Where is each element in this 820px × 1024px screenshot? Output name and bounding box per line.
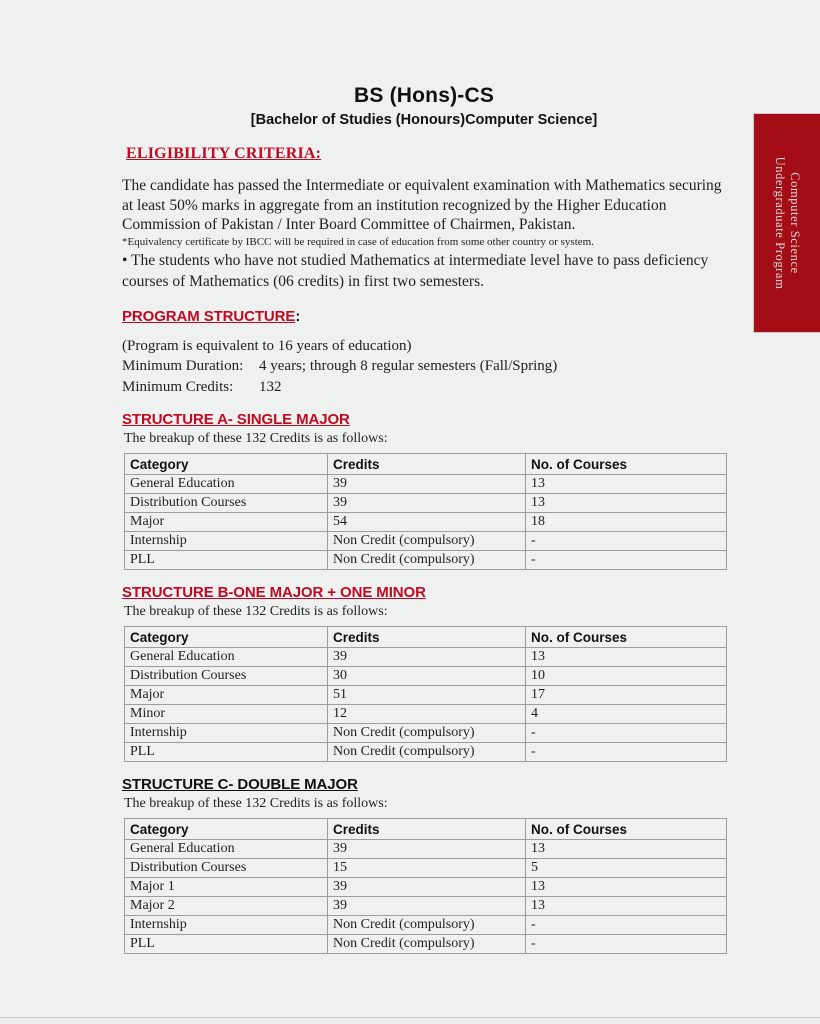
column-header-3: No. of Courses bbox=[526, 627, 727, 648]
structure-b-heading-row bbox=[122, 584, 730, 602]
cell-no-of-courses: - bbox=[526, 743, 727, 762]
structure-section-b bbox=[118, 584, 730, 762]
cell-credits: 54 bbox=[328, 513, 526, 532]
cell-category: Major 1 bbox=[125, 878, 328, 897]
eligibility-footnote: *Equivalency certificate by IBCC will be required in case of education from some other country or system. bbox=[122, 235, 594, 248]
structure-a-table bbox=[124, 453, 727, 570]
min-credits-row bbox=[122, 377, 730, 398]
cell-no-of-courses: 17 bbox=[526, 686, 727, 705]
eligibility-body bbox=[118, 176, 730, 292]
table-row bbox=[125, 859, 727, 878]
cell-credits: 51 bbox=[328, 686, 526, 705]
cell-category: PLL bbox=[125, 935, 328, 954]
cell-credits: Non Credit (compulsory) bbox=[328, 532, 526, 551]
document-content bbox=[118, 84, 730, 954]
column-header-2: Credits bbox=[328, 627, 526, 648]
eligibility-heading-row bbox=[122, 128, 730, 163]
side-banner-computer-science bbox=[753, 113, 820, 333]
column-header-1: Category bbox=[125, 454, 328, 475]
cell-category: General Education bbox=[125, 475, 328, 494]
min-duration-row bbox=[122, 356, 730, 377]
min-credits-label: Minimum Credits: bbox=[122, 378, 234, 395]
table-header-row bbox=[125, 627, 727, 648]
eligibility-paragraph: The candidate has passed the Intermediate or equivalent examination with Mathematics securing at least 50% marks in aggregate from an institution recognized by the Higher Education Commission of Pakistan / Inter Board Committee of Chairmen, Pakistan. bbox=[122, 177, 722, 233]
structure-c-table bbox=[124, 818, 727, 954]
side-banner-line-2: Undergraduate Program bbox=[773, 156, 787, 290]
cell-credits: 39 bbox=[328, 648, 526, 667]
table-row bbox=[125, 513, 727, 532]
structure-sections bbox=[118, 411, 730, 954]
equivalence-note: (Program is equivalent to 16 years of education) bbox=[122, 337, 412, 354]
cell-category: Major 2 bbox=[125, 897, 328, 916]
table-row bbox=[125, 705, 727, 724]
column-header-1: Category bbox=[125, 627, 328, 648]
structure-section-c bbox=[118, 776, 730, 954]
min-duration-value: 4 years; through 8 regular semesters (Fall/Spring) bbox=[259, 358, 558, 374]
table-row bbox=[125, 667, 727, 686]
program-structure-heading-colon: : bbox=[295, 307, 301, 325]
structure-c-heading: STRUCTURE C- DOUBLE MAJOR bbox=[122, 776, 358, 793]
cell-credits: 39 bbox=[328, 897, 526, 916]
structure-b-caption: The breakup of these 132 Credits is as follows: bbox=[124, 604, 388, 619]
cell-no-of-courses: 13 bbox=[526, 878, 727, 897]
cell-no-of-courses: 18 bbox=[526, 513, 727, 532]
table-header-row bbox=[125, 454, 727, 475]
table-row bbox=[125, 916, 727, 935]
column-header-2: Credits bbox=[328, 454, 526, 475]
table-row bbox=[125, 648, 727, 667]
min-credits-value: 132 bbox=[259, 378, 282, 395]
cell-credits: 39 bbox=[328, 878, 526, 897]
cell-credits: 39 bbox=[328, 494, 526, 513]
cell-no-of-courses: 4 bbox=[526, 705, 727, 724]
cell-credits: Non Credit (compulsory) bbox=[328, 724, 526, 743]
structure-c-caption: The breakup of these 132 Credits is as follows: bbox=[124, 796, 388, 811]
structure-b-table bbox=[124, 626, 727, 762]
structure-section-a bbox=[118, 411, 730, 570]
cell-no-of-courses: 13 bbox=[526, 475, 727, 494]
cell-credits: 12 bbox=[328, 705, 526, 724]
column-header-1: Category bbox=[125, 819, 328, 840]
table-row bbox=[125, 686, 727, 705]
cell-credits: Non Credit (compulsory) bbox=[328, 916, 526, 935]
cell-category: Internship bbox=[125, 724, 328, 743]
cell-credits: 39 bbox=[328, 840, 526, 859]
cell-no-of-courses: 13 bbox=[526, 840, 727, 859]
cell-credits: 39 bbox=[328, 475, 526, 494]
cell-category: Minor bbox=[125, 705, 328, 724]
column-header-3: No. of Courses bbox=[526, 819, 727, 840]
min-duration-label: Minimum Duration: bbox=[122, 358, 244, 374]
cell-category: Internship bbox=[125, 916, 328, 935]
program-structure-heading: PROGRAM STRUCTURE bbox=[122, 307, 296, 325]
table-row bbox=[125, 494, 727, 513]
cell-credits: 30 bbox=[328, 667, 526, 686]
table-row bbox=[125, 532, 727, 551]
cell-no-of-courses: - bbox=[526, 916, 727, 935]
table-row bbox=[125, 840, 727, 859]
table-row bbox=[125, 475, 727, 494]
cell-category: Distribution Courses bbox=[125, 494, 328, 513]
structure-a-caption: The breakup of these 132 Credits is as follows: bbox=[124, 431, 388, 446]
cell-no-of-courses: 13 bbox=[526, 897, 727, 916]
page-title: BS (Hons)-CS bbox=[353, 84, 495, 107]
cell-category: PLL bbox=[125, 551, 328, 570]
cell-category: General Education bbox=[125, 648, 328, 667]
cell-category: Distribution Courses bbox=[125, 859, 328, 878]
cell-category: Distribution Courses bbox=[125, 667, 328, 686]
structure-a-heading: STRUCTURE A- SINGLE MAJOR bbox=[122, 411, 350, 428]
cell-no-of-courses: 13 bbox=[526, 648, 727, 667]
side-banner-line-1: Computer Science bbox=[788, 172, 802, 274]
side-banner-text bbox=[772, 157, 802, 290]
cell-no-of-courses: 10 bbox=[526, 667, 727, 686]
structure-a-heading-row bbox=[122, 411, 730, 429]
cell-no-of-courses: - bbox=[526, 935, 727, 954]
cell-credits: 15 bbox=[328, 859, 526, 878]
table-row bbox=[125, 724, 727, 743]
table-row bbox=[125, 935, 727, 954]
table-row bbox=[125, 878, 727, 897]
cell-category: Major bbox=[125, 513, 328, 532]
table-header-row bbox=[125, 819, 727, 840]
cell-category: Internship bbox=[125, 532, 328, 551]
structure-c-heading-row bbox=[122, 776, 730, 794]
cell-no-of-courses: 5 bbox=[526, 859, 727, 878]
column-header-2: Credits bbox=[328, 819, 526, 840]
cell-credits: Non Credit (compulsory) bbox=[328, 551, 526, 570]
column-header-3: No. of Courses bbox=[526, 454, 727, 475]
cell-no-of-courses: - bbox=[526, 724, 727, 743]
cell-credits: Non Credit (compulsory) bbox=[328, 935, 526, 954]
program-structure-heading-row bbox=[122, 308, 730, 326]
cell-category: PLL bbox=[125, 743, 328, 762]
eligibility-bullet: • The students who have not studied Mathematics at intermediate level have to pass deficiency courses of Mathematics (06 credits) in first two semesters. bbox=[122, 251, 709, 290]
cell-no-of-courses: - bbox=[526, 532, 727, 551]
cell-category: General Education bbox=[125, 840, 328, 859]
cell-no-of-courses: - bbox=[526, 551, 727, 570]
table-row bbox=[125, 897, 727, 916]
eligibility-heading: ELIGIBILITY CRITERIA: bbox=[126, 145, 322, 162]
cell-no-of-courses: 13 bbox=[526, 494, 727, 513]
structure-b-heading: STRUCTURE B-ONE MAJOR + ONE MINOR bbox=[122, 584, 426, 601]
table-row bbox=[125, 743, 727, 762]
cell-credits: Non Credit (compulsory) bbox=[328, 743, 526, 762]
program-structure-info bbox=[122, 336, 730, 398]
table-row bbox=[125, 551, 727, 570]
cell-category: Major bbox=[125, 686, 328, 705]
page-subtitle: [Bachelor of Studies (Honours)Computer Science] bbox=[250, 112, 598, 128]
